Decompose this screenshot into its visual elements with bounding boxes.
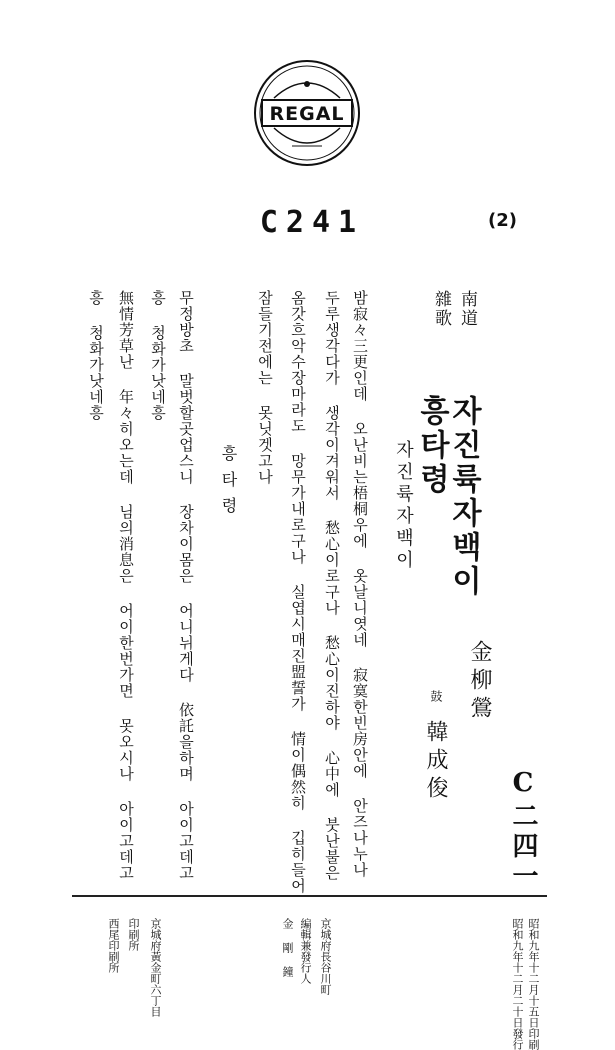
svg-text:REGAL: REGAL <box>269 103 345 125</box>
print-date: 昭和九年十二月十五日印刷 <box>527 918 540 1050</box>
publisher-label: 編輯兼發行人 <box>299 918 312 984</box>
lyric-line: 옴갓흐악수장마라도 망무가내로구나 실엽시매진盟誓가 情이偶然히 깁히들어 <box>289 290 307 894</box>
song-subtitle: 흥타령 <box>414 395 449 497</box>
colophon-divider <box>72 895 547 897</box>
lyric-line: 無情芳草난 年々히오는데 님의消息은 어이한번가면 못오시나 아이고데고 <box>117 290 135 881</box>
publisher-name: 金 剛 鐘 <box>281 918 294 977</box>
genre-label: 雜歌 <box>431 290 451 328</box>
publisher-address: 京城府長谷川町 <box>319 918 332 995</box>
lyric-line: 무정방초 말벗할곳업스니 장차이몸은 어니뉘게다 依託을하며 아이고데고 <box>177 290 195 881</box>
page-number: (2) <box>488 210 517 231</box>
lyric-line: 밤寂々三更인데 오난비는梧桐우에 옷날니엿네 寂寞한빈房안에 안즈나누나 <box>351 290 369 878</box>
printer-name: 西尾印刷所 <box>107 918 120 973</box>
catalog-number: C241 <box>259 205 365 240</box>
drummer-name: 韓成俊 <box>423 720 448 804</box>
issue-date: 昭和九年十二月二十日發行 <box>511 918 524 1050</box>
song-title: 자진륙자백이 <box>446 395 481 599</box>
printer-label: 印刷所 <box>127 918 140 951</box>
region-label: 南道 <box>457 290 477 328</box>
printer-address: 京城府黃金町六丁目 <box>149 918 162 1017</box>
lyric-line: 흥 청화가낫네흥 <box>87 290 105 421</box>
lyric-line: 두루생각다가 생각이겨워서 愁心이로구나 愁心이진하야 心中에 붓난불은 <box>323 290 341 881</box>
lyric-line: 잠들기전에는 못닛겟고나 <box>256 290 274 485</box>
lyric-line: 흥 청화가낫네흥 <box>149 290 167 421</box>
regal-label-logo <box>252 58 362 168</box>
section2-heading: 흥타령 <box>219 445 238 523</box>
singer-name: 金柳鶯 <box>467 640 492 724</box>
drum-label: 鼓 <box>429 690 443 702</box>
side-catalog-number: C二四一 <box>508 768 538 892</box>
section1-heading: 자진륙자백이 <box>393 440 414 572</box>
